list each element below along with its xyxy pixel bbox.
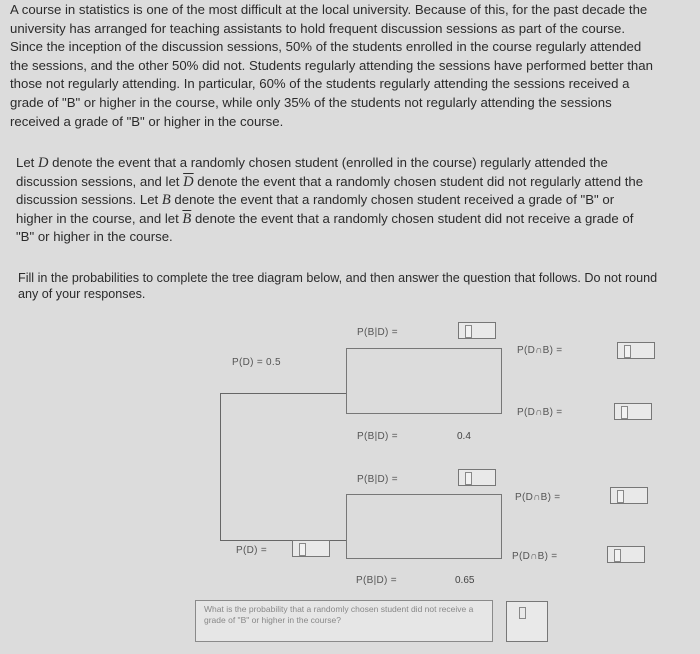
event-d: D bbox=[38, 155, 49, 171]
p-d-and-b-label: P(D∩B) = bbox=[517, 345, 563, 356]
final-question: What is the probability that a randomly chosen student did not receive a grade of "B" or higher in the course? bbox=[195, 600, 493, 642]
p-dbar-and-bbar-input[interactable] bbox=[607, 546, 645, 563]
event-b-bar: $\overline{B}$ bbox=[182, 210, 192, 227]
p-dbar-and-bbar-label: P(D∩B) = bbox=[512, 551, 558, 562]
d-subtree-box bbox=[346, 348, 502, 414]
p-d-and-bbar-input[interactable] bbox=[614, 403, 652, 420]
problem-intro: A course in statistics is one of the most difficult at the local university. Because of this, for the past decade the university has arranged for teaching assistants to hold frequent discussion sessions as part of the course. Since the inception of the discussion sessions, 50% of the students enrolled in the course regularly attended the sessions, and the other 50% did not. Students regularly attending the sessions have performed better than those not regularly attending. In particular, 60% of the students regularly attending the sessions received a grade of "B" or higher in the course, while only 35% of the students not regularly attending the sessions received a grade of "B" or higher in the course. bbox=[10, 2, 653, 129]
p-d-and-b-input[interactable] bbox=[617, 342, 655, 359]
p-bbar-given-dbar-label: P(B|D) = bbox=[356, 575, 397, 586]
final-answer-input[interactable] bbox=[506, 601, 548, 642]
p-dbar-and-b-label: P(D∩B) = bbox=[515, 492, 561, 503]
event-definitions: Let D denote the event that a randomly chosen student (enrolled in the course) regularly attended the discussion sessions, and let $\overline{D}$ denote the event that a randomly chosen student did not regularly attend the discussion sessions. Let B denote the event that a randomly chosen student received a grade of "B" or higher in the course, and let $\overline{B}$ denote the event that a randomly chosen student did not receive a grade of "B" or higher in the course. bbox=[16, 155, 644, 245]
p-bbar-given-dbar-value: 0.65 bbox=[455, 575, 475, 586]
branch-root-vertical bbox=[220, 393, 221, 540]
p-dbar-input[interactable] bbox=[292, 540, 330, 557]
p-d-label: P(D) = 0.5 bbox=[232, 357, 281, 368]
p-dbar-and-b-input[interactable] bbox=[610, 487, 648, 504]
p-b-given-d-label: P(B|D) = bbox=[357, 327, 398, 338]
dbar-subtree-box bbox=[346, 494, 502, 559]
p-b-given-dbar-label: P(B|D) = bbox=[357, 474, 398, 485]
instructions: Fill in the probabilities to complete the tree diagram below, and then answer the question that follows. Do not round any of your responses. bbox=[18, 271, 658, 301]
p-bbar-given-d-value: 0.4 bbox=[457, 431, 471, 442]
event-b: B bbox=[161, 192, 171, 209]
p-bbar-given-d-label: P(B|D) = bbox=[357, 431, 398, 442]
p-d-and-bbar-label: P(D∩B) = bbox=[517, 407, 563, 418]
event-d-bar: $\overline{D}$ bbox=[183, 173, 194, 190]
p-dbar-label: P(D) = bbox=[236, 545, 267, 556]
p-b-given-d-input[interactable] bbox=[458, 322, 496, 339]
branch-root-d bbox=[220, 393, 347, 394]
p-b-given-dbar-input[interactable] bbox=[458, 469, 496, 486]
